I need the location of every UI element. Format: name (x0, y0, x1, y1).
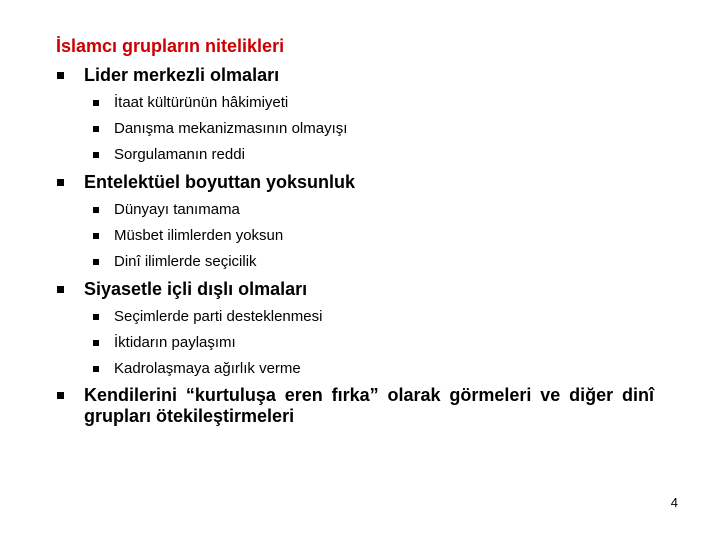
bullet-entelektuel (56, 172, 654, 193)
square-bullet-icon (93, 366, 99, 372)
sub-bullet-text: Seçimlerde parti desteklenmesi (114, 308, 323, 325)
bullet-kendilerini (56, 385, 654, 427)
sub-bullet-text: Danışma mekanizmasının olmayışı (114, 120, 348, 137)
square-bullet-icon (57, 286, 64, 293)
sub-bullet (92, 360, 301, 378)
square-bullet-icon (93, 152, 99, 158)
bullet-text: Lider merkezli olmaları (84, 65, 280, 85)
sub-bullet (92, 120, 347, 138)
square-bullet-icon (57, 392, 64, 399)
bullet-siyasetle (56, 279, 654, 300)
square-bullet-icon (57, 179, 64, 186)
square-bullet-icon (93, 340, 99, 346)
square-bullet-icon (93, 233, 99, 239)
bullet-text: Kendilerini “kurtuluşa eren fırka” olarak görmeleri ve diğer dinî grupları ötekileştirmeleri (84, 385, 654, 426)
sub-bullet (92, 308, 322, 326)
sub-bullet-text: Sorgulamanın reddi (114, 146, 245, 163)
slide-title: İslamcı grupların nitelikleri (56, 36, 285, 56)
sub-bullet-text: Dinî ilimlerde seçicilik (114, 253, 257, 270)
bullet-lider-merkezli (56, 65, 654, 86)
sub-bullet-text: Müsbet ilimlerden yoksun (114, 227, 284, 244)
sub-bullet-text: İktidarın paylaşımı (114, 334, 236, 351)
square-bullet-icon (93, 100, 99, 106)
square-bullet-icon (93, 259, 99, 265)
sub-bullet-text: Dünyayı tanımama (114, 201, 240, 218)
page-number: 4 (670, 495, 678, 510)
sub-bullet (92, 146, 245, 164)
bullet-text: Siyasetle içli dışlı olmaları (84, 279, 308, 299)
sub-bullet (92, 201, 240, 219)
square-bullet-icon (93, 314, 99, 320)
sub-bullet (92, 334, 236, 352)
square-bullet-icon (93, 126, 99, 132)
sub-bullet (92, 94, 288, 112)
sub-bullet-text: Kadrolaşmaya ağırlık verme (114, 360, 301, 377)
bullet-text: Entelektüel boyuttan yoksunluk (84, 172, 356, 192)
square-bullet-icon (57, 72, 64, 79)
sub-bullet (92, 227, 283, 245)
square-bullet-icon (93, 207, 99, 213)
sub-bullet (92, 253, 257, 271)
sub-bullet-text: İtaat kültürünün hâkimiyeti (114, 94, 289, 111)
